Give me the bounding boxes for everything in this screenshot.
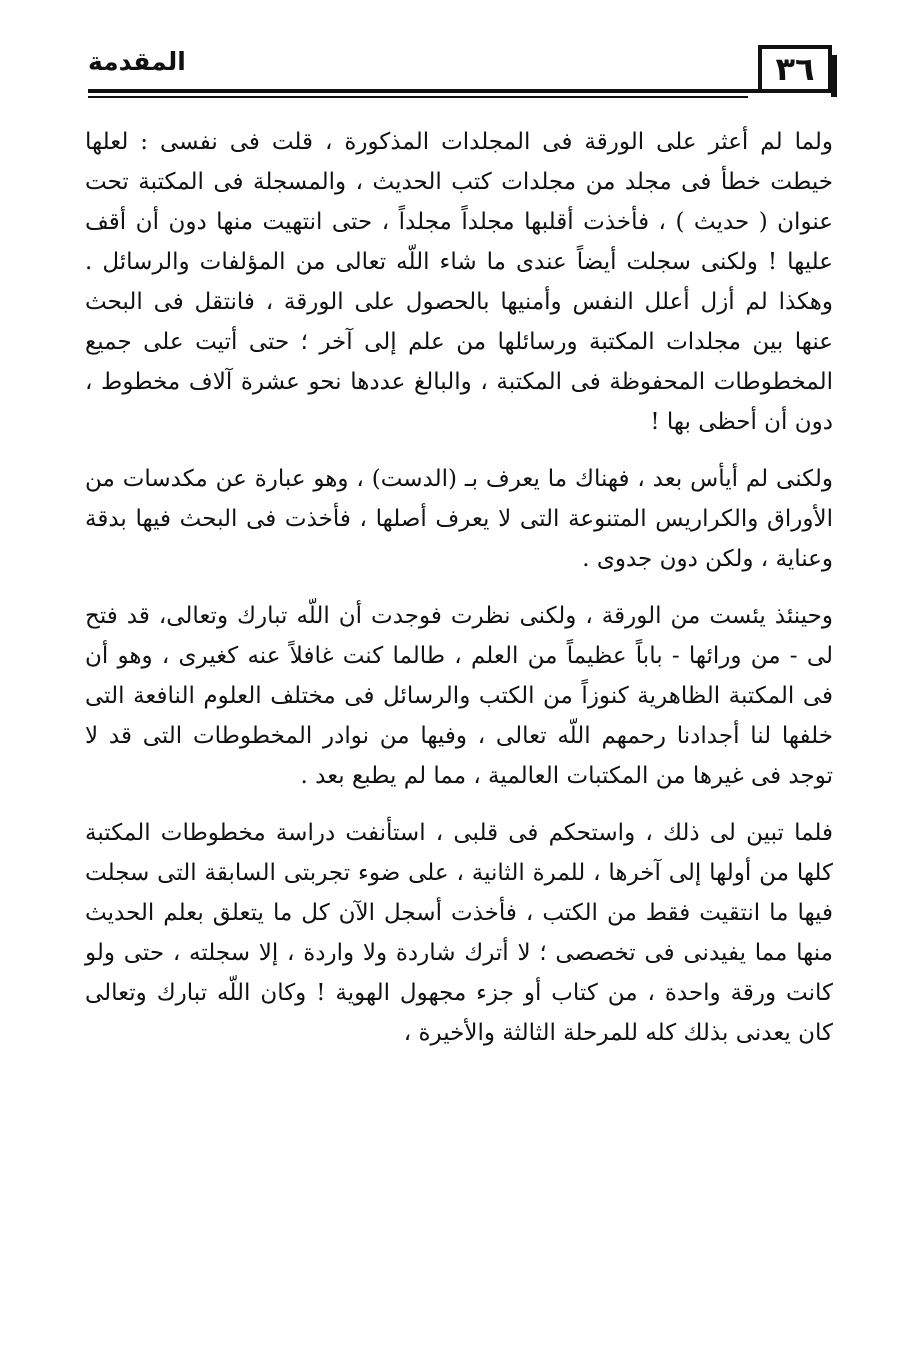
paragraph: وحينئذ يئست من الورقة ، ولكنى نظرت فوجدت أن اللّه تبارك وتعالى، قد فتح لى - من ورائها - باباً عظيماً من العلم ، طالما كنت غافلاً عنه كغيرى ، وهو أن فى المكتبة الظاهرية كنوزاً من الكتب والرسائل فى مختلف العلوم النافعة التى خلفها لنا أجدادنا رحمهم اللّه تعالى ، وفيها من نوادر المخطوطات التى قد لا توجد فى غيرها من المكتبات العالمية ، مما لم يطبع بعد . [85, 603, 833, 789]
header-thin-rule [88, 96, 748, 98]
body-text [85, 122, 833, 1053]
paragraph: فلما تبين لى ذلك ، واستحكم فى قلبى ، استأنفت دراسة مخطوطات المكتبة كلها من أولها إلى آخرها ، للمرة الثانية ، على ضوء تجربتى السابقة التى سجلت فيها ما انتقيت فقط من الكتب ، فأخذت أسجل الآن كل ما يتعلق بعلم الحديث منها مما يفيدنى فى تخصصى ؛ لا أترك شاردة ولا واردة ، إلا سجلته ، حتى ولو كانت ورقة واحدة ، من كتاب أو جزء مجهول الهوية ! وكان اللّه تبارك وتعالى كان يعدنى بذلك كله للمرحلة الثالثة والأخيرة ، [85, 820, 833, 1046]
running-title: المقدمة [88, 47, 186, 76]
page-header [88, 40, 832, 98]
header-thick-rule [88, 89, 832, 93]
page-number: ٣٦ [758, 45, 832, 90]
paragraph: ولما لم أعثر على الورقة فى المجلدات المذكورة ، قلت فى نفسى : لعلها خيطت خطأ فى مجلد من مجلدات كتب الحديث ، والمسجلة فى المكتبة تحت عنوان ( حديث ) ، فأخذت أقلبها مجلداً مجلداً ، حتى انتهيت منها دون أن أقف عليها ! ولكنى سجلت أيضاً عندى ما شاء اللّه تعالى من المؤلفات والرسائل . وهكذا لم أزل أعلل النفس وأمنيها بالحصول على الورقة ، فانتقل فى البحث عنها بين مجلدات المكتبة ورسائلها من علم إلى آخر ؛ حتى أتيت على جميع المخطوطات المحفوظة فى المكتبة ، والبالغ عددها نحو عشرة آلاف مخطوط ، دون أن أحظى بها ! [85, 129, 833, 435]
paragraph: ولكنى لم أيأس بعد ، فهناك ما يعرف بـ (الدست) ، وهو عبارة عن مكدسات من الأوراق والكراريس المتنوعة التى لا يعرف أصلها ، فأخذت فى البحث فيها بدقة وعناية ، ولكن دون جدوى . [85, 466, 833, 572]
